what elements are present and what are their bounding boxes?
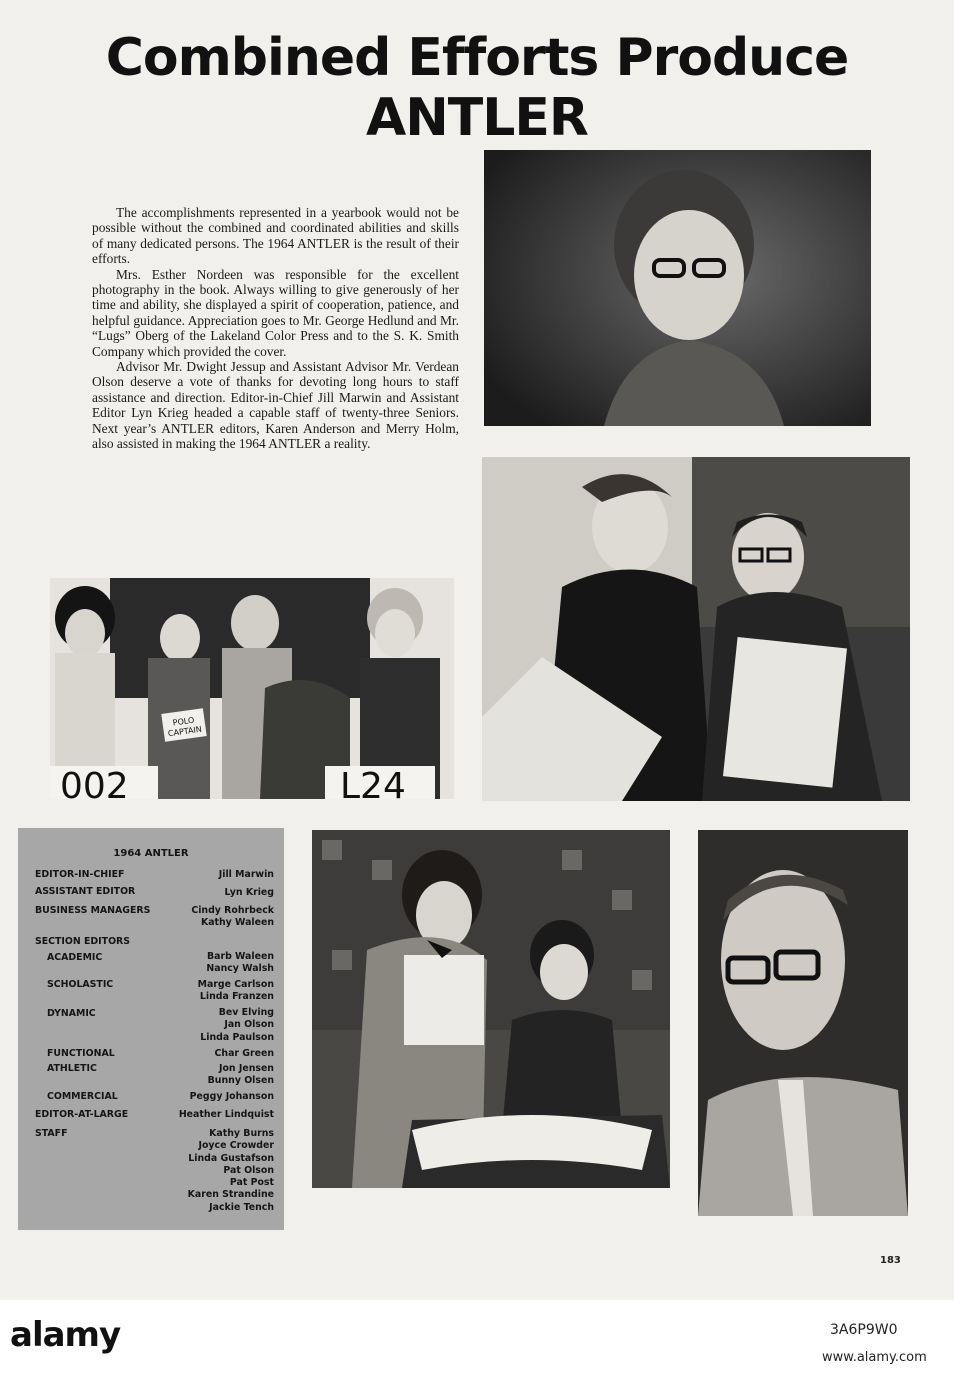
staff-list-box [18,828,284,1230]
name-item: Marge Carlson [197,979,274,990]
name-functional: Char Green [214,1048,274,1059]
name-item: Jan Olson [224,1019,274,1031]
name-editor-at-large: Heather Lindquist [178,1109,274,1120]
sign-left: 002 [60,766,129,799]
role-commercial: COMMERCIAL [47,1091,118,1102]
name-item: Bunny Olsen [207,1075,274,1087]
role-editor-at-large: EDITOR-AT-LARGE [35,1109,129,1120]
name-assistant-editor: Lyn Krieg [224,887,274,898]
role-athletic: ATHLETIC [47,1063,97,1074]
photo-man-glasses [698,830,908,1216]
staff-heading: 1964 ANTLER [113,848,189,859]
photo-two-men-papers [482,457,910,801]
role-scholastic: SCHOLASTIC [47,979,114,990]
name-editor-in-chief: Jill Marwin [218,869,274,880]
names-business-managers [191,905,274,930]
name-item: Kathy Waleen [200,917,274,929]
role-academic: ACADEMIC [47,952,103,963]
stock-url: www.alamy.com [822,1350,927,1365]
watermark-brand-logo: alamy [10,1315,121,1355]
name-item: Pat Olson [223,1164,274,1176]
page-number: 183 [880,1255,901,1266]
role-section-editors: SECTION EDITORS [35,936,131,947]
photo-students-telephone [312,830,670,1188]
name-item: Jon Jensen [218,1063,274,1074]
name-item: Pat Post [229,1177,274,1189]
name-item: Karen Strandine [187,1189,274,1201]
role-business-managers: BUSINESS MANAGERS [35,905,151,916]
name-item: Kathy Burns [209,1128,274,1139]
name-item: Linda Franzen [199,991,274,1003]
sign-right: L24 [340,766,406,799]
paragraph-1: The accomplishments represented in a yearbook would not be possible without the combined and coordinated abilities and skills of many dedicated persons. The 1964 ANTLER is the result of their efforts. [92,205,459,267]
role-functional: FUNCTIONAL [47,1048,115,1059]
name-item: Joyce Crowder [198,1140,274,1152]
name-item: Barb Waleen [206,951,274,962]
name-item: Linda Paulson [200,1031,274,1043]
paragraph-2: Mrs. Esther Nordeen was responsible for the excellent photography in the book. Always willing to give generously of her time and ability, she displayed a spirit of cooperation, patience, and helpful guidance. Appreciation goes to Mr. George Hedlund and Mr. “Lugs” Oberg of the Lakeland Color Press and to the S. K. Smith Company which provided the cover. [92,266,459,359]
name-item: Bev Elving [218,1007,274,1018]
article-text [92,205,459,452]
placard-line-1: POLO [172,715,195,728]
watermark-footer [0,1300,954,1390]
role-editor-in-chief: EDITOR-IN-CHIEF [35,869,125,880]
photo-portrait-woman [484,150,871,426]
names-athletic [208,1063,274,1088]
name-item: Cindy Rohrbeck [191,905,274,916]
photo-costumed-students [50,578,454,799]
names-staff [188,1128,274,1214]
name-item: Nancy Walsh [206,963,274,975]
placard-line-2: CAPTAIN [167,724,203,739]
name-item: Linda Gustafson [188,1152,274,1164]
names-scholastic [198,979,274,1004]
name-commercial: Peggy Johanson [189,1091,274,1102]
name-item: Jackie Tench [209,1201,274,1213]
paragraph-3: Advisor Mr. Dwight Jessup and Assistant Advisor Mr. Verdean Olson deserve a vote of thanks for devoting long hours to staff assistance and direction. Editor-in-Chief Jill Marwin and Assistant Editor Lyn Krieg headed a capable staff of twenty-three Seniors. Next year’s ANTLER editors, Karen Anderson and Merry Holm, also assisted in making the 1964 ANTLER a reality. [92,359,459,452]
names-academic [206,951,274,976]
stock-image-id: 3A6P9W0 [830,1322,898,1338]
role-staff: STAFF [35,1128,68,1139]
page-title: Combined Efforts Produce ANTLER [105,28,849,148]
names-dynamic [200,1007,274,1044]
role-assistant-editor: ASSISTANT EDITOR [35,886,136,897]
role-dynamic: DYNAMIC [47,1008,96,1019]
